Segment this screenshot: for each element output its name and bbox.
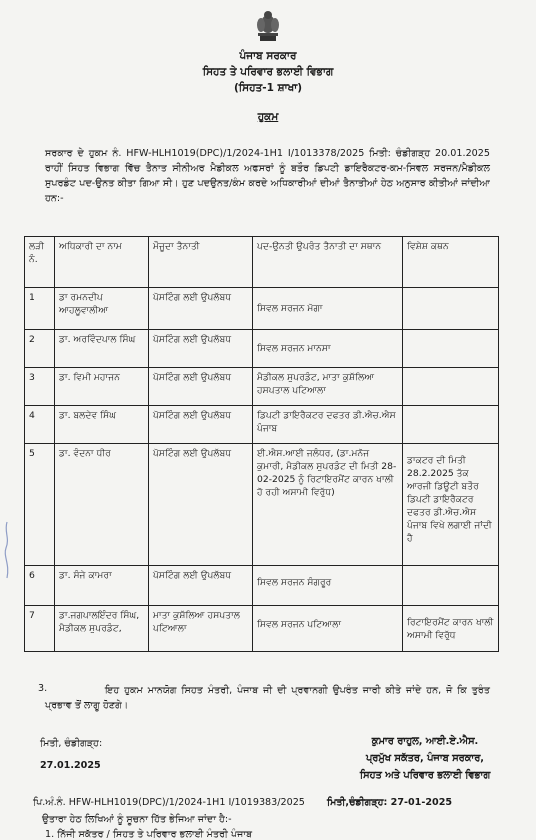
state-emblem-icon (248, 6, 288, 46)
table-cell: 3 (25, 368, 55, 406)
table-cell: ਡਾ. ਵੰਦਨਾ ਧੀਰ (55, 444, 149, 566)
ink-mark-icon (2, 520, 12, 580)
table-cell (403, 566, 499, 606)
endorsement-ref: ਪਿ.ਅੰ.ਨੰ. HFW-HLH1019(DPC)/1/2024-1H1 I/1019383/2025 (33, 797, 305, 808)
table-cell: ਸਿਵਲ ਸਰਜਨ ਮੋਗਾ (253, 288, 403, 330)
table-cell: ਮਾਤਾ ਕੁਸ਼ੱਲਿਆ ਹਸਪਤਾਲ ਪਟਿਆਲਾ (149, 606, 253, 652)
table-cell: ਡਾਕਟਰ ਦੀ ਮਿਤੀ 28.2.2025 ਤੱਕ ਆਰਜੀ ਡਿਊਟੀ ਬਤੌਰ ਡਿਪਟੀ ਡਾਇਰੈਕਟਰ ਦਫਤਰ ਡੀ.ਐਚ.ਐਸ ਪੰਜਾਬ ਵਿਖੇ ਲਗਾਈ ਜਾਂਦੀ ਹੈ (403, 444, 499, 566)
table-cell: ਪੋਸਟਿੰਗ ਲਈ ਉਪਲੱਬਧ (149, 368, 253, 406)
table-cell: ਰਿਟਾਇਰਮੈਂਟ ਕਾਰਨ ਖਾਲੀ ਅਸਾਮੀ ਵਿਰੁੱਧ (403, 606, 499, 652)
table-row (25, 444, 499, 566)
table-cell: ਈ.ਐਸ.ਆਈ ਜਲੰਧਰ, (ਡਾ.ਮਨੋਜ ਕੁਮਾਰੀ, ਮੈਡੀਕਲ ਸੁਪਰਡੰਟ ਦੀ ਮਿਤੀ 28-02-2025 ਨੂੰ ਰਿਟਾਇਰਮੈਂਟ ਕਾਰਨ ਖਾਲੀ ਹੋ ਰਹੀ ਅਸਾਮੀ ਵਿਰੁੱਧ) (253, 444, 403, 566)
table-row (25, 330, 499, 368)
date-label: ਮਿਤੀ, ਚੰਡੀਗੜ੍ਹ: (40, 738, 103, 749)
order-date: 27.01.2025 (40, 760, 101, 771)
branch-title: (ਸਿਹਤ-1 ਸ਼ਾਖਾ) (233, 82, 303, 94)
header-officer-name: ਅਧਿਕਾਰੀ ਦਾ ਨਾਮ (55, 237, 149, 288)
endorsement-date: ਮਿਤੀ,ਚੰਡੀਗੜ੍ਹ: 27-01-2025 (327, 797, 453, 808)
table-cell: 4 (25, 406, 55, 444)
table-cell: ਡਾ. ਵਿਮੀ ਮਹਾਜਨ (55, 368, 149, 406)
table-cell (403, 288, 499, 330)
table-cell: ਪੋਸਟਿੰਗ ਲਈ ਉਪਲੱਬਧ (149, 288, 253, 330)
table-row (25, 606, 499, 652)
copy-item-1: 1. ਨਿੱਜੀ ਸਕੱਤਰ / ਸਿਹਤ ਤੇ ਪਰਿਵਾਰ ਭਲਾਈ ਮੰਤਰੀ ਪੰਜਾਬ (45, 829, 253, 840)
table-cell: ਪੋਸਟਿੰਗ ਲਈ ਉਪਲੱਬਧ (149, 330, 253, 368)
table-cell: ਡਾ. ਸੰਜੇ ਕਾਮਰਾ (55, 566, 149, 606)
signatory-name: ਕੁਮਾਰ ਰਾਹੁਲ, ਆਈ.ਏ.ਐਸ. (371, 736, 479, 747)
table-cell: ਸਿਵਲ ਸਰਜਨ ਸੰਗਰੂਰ (253, 566, 403, 606)
table-cell: ਡਾ. ਬਲਦੇਵ ਸਿੰਘ (55, 406, 149, 444)
table-cell (403, 368, 499, 406)
table-row (25, 288, 499, 330)
header-serial: ਲੜੀ ਨੰ. (25, 237, 55, 288)
header-new-posting: ਪਦ-ਉਨਤੀ ਉਪਰੰਤ ਤੈਨਾਤੀ ਦਾ ਸਥਾਨ (253, 237, 403, 288)
table-cell: ਪੋਸਟਿੰਗ ਲਈ ਉਪਲੱਬਧ (149, 406, 253, 444)
signatory-designation: ਪ੍ਰਮੁੱਖ ਸਕੱਤਰ, ਪੰਜਾਬ ਸਰਕਾਰ, (365, 753, 485, 764)
header-remarks: ਵਿਸ਼ੇਸ਼ ਕਥਨ (403, 237, 499, 288)
table-cell: ਡਾ.ਜਗਪਾਲਇੰਦਰ ਸਿੰਘ, ਮੈਡੀਕਲ ਸੁਪਰਡੰਟ, (55, 606, 149, 652)
table-cell: ਡਾ ਰਮਨਦੀਪ ਆਹਲੂਵਾਲੀਆ (55, 288, 149, 330)
table-cell: 5 (25, 444, 55, 566)
table-cell: 6 (25, 566, 55, 606)
table-row (25, 406, 499, 444)
table-cell: 2 (25, 330, 55, 368)
para3-number: 3. (38, 683, 48, 694)
table-cell: ਪੋਸਟਿੰਗ ਲਈ ਉਪਲੱਬਧ (149, 444, 253, 566)
table-cell: ਮੈਡੀਕਲ ਸੁਪਰਡੰਟ, ਮਾਤਾ ਕੁਸ਼ੱਲਿਆ ਹਸਪਤਾਲ ਪਟਿਆਲਾ (253, 368, 403, 406)
postings-table (24, 236, 499, 652)
table-row (25, 566, 499, 606)
copy-to-line: ਉਤਾਰਾ ਹੇਠ ਲਿਖਿਆਂ ਨੂੰ ਸੂਚਨਾ ਹਿੱਤ ਭੇਜਿਆ ਜਾਂਦਾ ਹੈ:- (42, 814, 232, 825)
header-current-posting: ਮੌਜੂਦਾ ਤੈਨਾਤੀ (149, 237, 253, 288)
department-title: ਸਿਹਤ ਤੇ ਪਰਿਵਾਰ ਭਲਾਈ ਵਿਭਾਗ (202, 66, 334, 78)
table-cell: ਸਿਵਲ ਸਰਜਨ ਮਾਨਸਾ (253, 330, 403, 368)
government-title: ਪੰਜਾਬ ਸਰਕਾਰ (239, 50, 297, 62)
table-cell (403, 330, 499, 368)
table-cell: ਡਾ. ਅਰਵਿੰਦਪਾਲ ਸਿੰਘ (55, 330, 149, 368)
para3-text: ਇਹ ਹੁਕਮ ਮਾਨਯੋਗ ਸਿਹਤ ਮੰਤਰੀ, ਪੰਜਾਬ ਜੀ ਦੀ ਪ੍ਰਵਾਨਗੀ ਉਪਰੰਤ ਜਾਰੀ ਕੀਤੇ ਜਾਂਦੇ ਹਨ, ਜੋ ਕਿ ਤੁਰੰਤ ਪ੍ਰਭਾਵ ਤੋਂ ਲਾਗੂ ਹੋਣਗੇ। (45, 685, 490, 711)
table-header-row (25, 237, 499, 288)
table-cell (403, 406, 499, 444)
table-cell: ਸਿਵਲ ਸਰਜਨ ਪਟਿਆਲਾ (253, 606, 403, 652)
table-cell: 1 (25, 288, 55, 330)
order-title: ਹੁਕਮ (257, 111, 279, 123)
table-cell: ਪੋਸਟਿੰਗ ਲਈ ਉਪਲੱਬਧ (149, 566, 253, 606)
intro-paragraph: ਸਰਕਾਰ ਦੇ ਹੁਕਮ ਨੰ. HFW-HLH1019(DPC)/1/2024-1H1 I/1013378/2025 ਮਿਤੀ: ਚੰਡੀਗੜ੍ਹ 20.01.2025 ਰਾਹੀਂ ਸਿਹਤ ਵਿਭਾਗ ਵਿੱਚ ਤੈਨਾਤ ਸੀਨੀਅਰ ਮੈਡੀਕਲ ਅਫਸਰਾਂ ਨੂੰ ਬਤੌਰ ਡਿਪਟੀ ਡਾਇਰੈਕਟਰ-ਕਮ-ਸਿਵਲ ਸਰਜਨ/ਮੈਡੀਕਲ ਸੁਪਰਡੰਟ ਪਦ-ਉਨਤ ਕੀਤਾ ਗਿਆ ਸੀ। ਹੁਣ ਪਦਉਨਤ/ਕੰਮ ਕਰਦੇ ਅਧਿਕਾਰੀਆਂ ਦੀਆਂ ਤੈਨਾਤੀਆਂ ਹੇਠ ਅਨੁਸਾਰ ਕੀਤੀਆਂ ਜਾਂਦੀਆ ਹਨ:- (45, 148, 490, 204)
signatory-department: ਸਿਹਤ ਅਤੇ ਪਰਿਵਾਰ ਭਲਾਈ ਵਿਭਾਗ (359, 770, 491, 781)
table-row (25, 368, 499, 406)
table-cell: ਡਿਪਟੀ ਡਾਇਰੈਕਟਰ ਦਫਤਰ ਡੀ.ਐਚ.ਐਸ ਪੰਜਾਬ (253, 406, 403, 444)
table-cell: 7 (25, 606, 55, 652)
